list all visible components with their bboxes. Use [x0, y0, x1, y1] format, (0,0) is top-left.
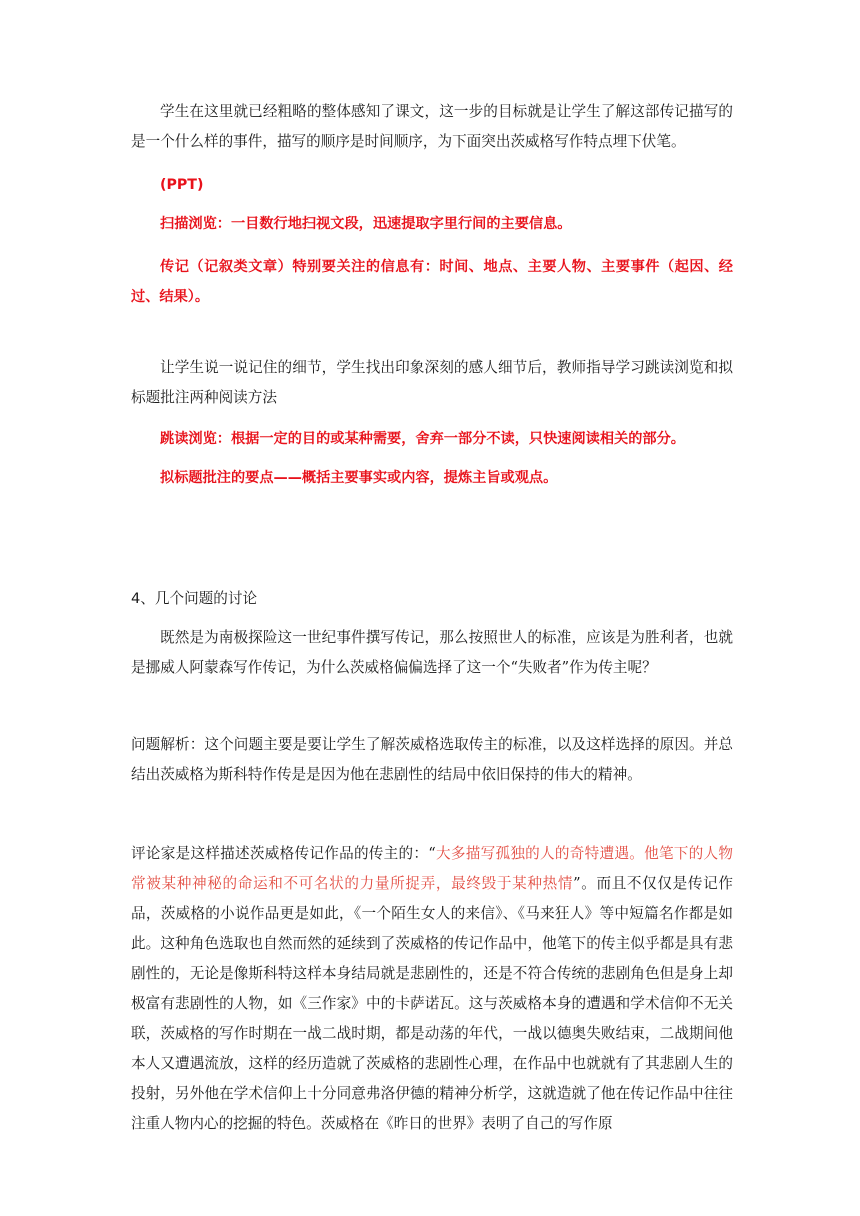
critic-paragraph	[131, 839, 733, 1139]
question-analysis: 问题解析：这个问题主要是要让学生了解茨威格选取传主的标准，以及这样选择的原因。并总结出茨威格为斯科特作传是是因为他在悲剧性的结局中依旧保持的伟大的精神。	[131, 736, 733, 783]
biography-info-points: 传记（记叙类文章）特别要关注的信息有：时间、地点、主要人物、主要事件（起因、经过、结果）。	[131, 259, 733, 305]
critic-prefix: 评论家是这样描述茨威格传记作品的传主的：“	[131, 845, 436, 862]
critic-rest: ”。而且不仅仅是传记作品，茨威格的小说作品更是如此，《一个陌生女人的来信》、《马来狂人》等中短篇名作都是如此。这种角色选取也自然而然的延续到了茨威格的传记作品中，他笔下的传主似乎都是具有悲剧性的，无论是像斯科特这样本身结局就是悲剧性的，还是不符合传统的悲剧角色但是身上却极富有悲剧性的人物，如《三作家》中的卡萨诺瓦。这与茨威格本身的遭遇和学术信仰不无关联，茨威格的写作时期在一战二战时期，都是动荡的年代，一战以德奥失败结束，二战期间他本人又遭遇流放，这样的经历造就了茨威格的悲剧性心理，在作品中也就就有了其悲剧人生的投射，另外他在学术信仰上十分同意弗洛伊德的精神分析学，这就造就了他在传记作品中往往注重人物内心的挖掘的特色。茨威格在《昨日的世界》表明了自己的写作原	[131, 875, 733, 1132]
discussion-question: 既然是为南极探险这一世纪事件撰写传记，那么按照世人的标准，应该是为胜利者，也就是挪威人阿蒙森写作传记，为什么茨威格偏偏选择了这一个“失败者”作为传主呢？	[131, 629, 733, 676]
ppt-label: (PPT)	[160, 177, 204, 193]
paragraph-overview: 学生在这里就已经粗略的整体感知了课文，这一步的目标就是让学生了解这部传记描写的是一个什么样的事件，描写的顺序是时间顺序，为下面突出茨威格写作特点埋下伏笔。	[131, 103, 733, 150]
critic-quote: 大多描写孤独的人的奇特遭遇。他笔下的人物常被某种神秘的命运和不可名状的力量所捉弄，最终毁于某种热情	[131, 845, 733, 892]
scan-reading-definition: 扫描浏览：一目数行地扫视文段，迅速提取字里行间的主要信息。	[160, 216, 572, 232]
skim-reading-definition: 跳读浏览：根据一定的目的或某种需要，舍弃一部分不读，只快速阅读相关的部分。	[160, 431, 685, 447]
paragraph-details: 让学生说一说记住的细节，学生找出印象深刻的感人细节后，教师指导学习跳读浏览和拟标题批注两种阅读方法	[131, 359, 733, 406]
section-heading-4: 4、几个问题的讨论	[131, 590, 258, 607]
title-annotation-points: 拟标题批注的要点——概括主要事实或内容，提炼主旨或观点。	[160, 470, 558, 486]
